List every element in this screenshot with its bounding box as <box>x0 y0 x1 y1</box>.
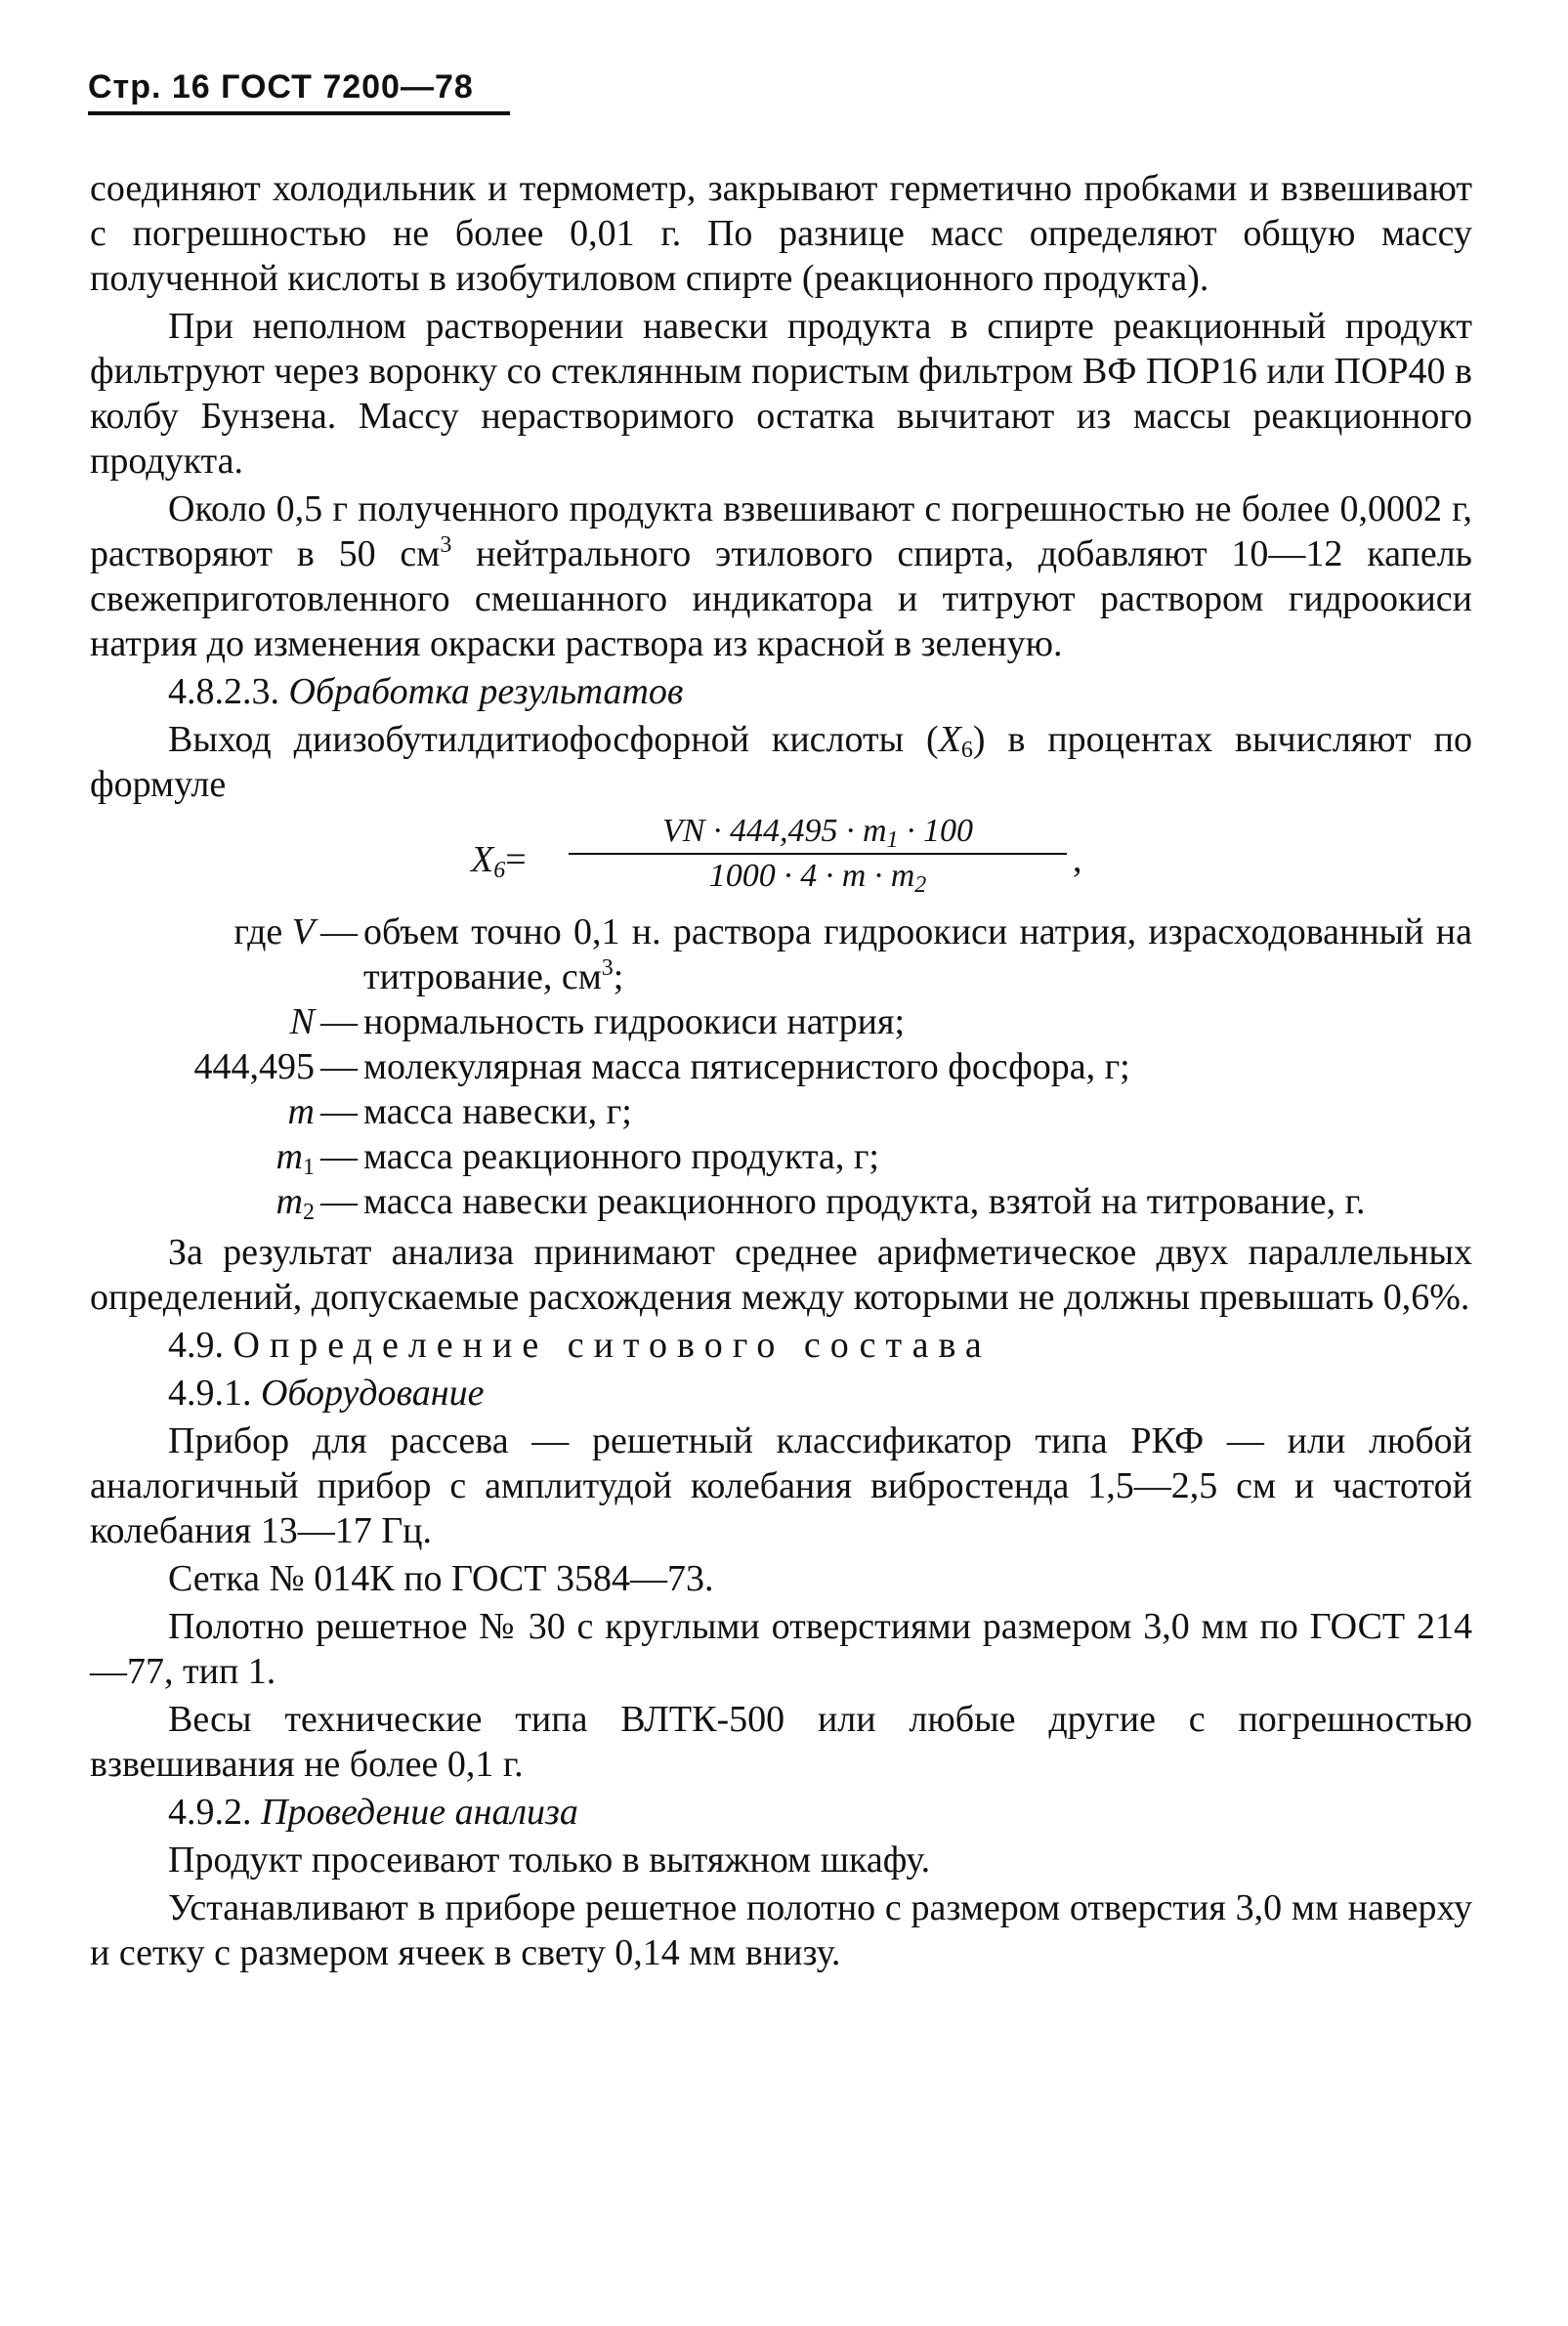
heading-title: Определение ситового состава <box>233 1325 992 1366</box>
legend-key <box>90 999 315 1044</box>
legend-symbol-sub: 2 <box>303 1200 315 1225</box>
legend-where: где <box>233 911 292 952</box>
legend-symbol: m <box>275 1136 303 1177</box>
paragraph-filtering: При неполном растворении навески продукта в спирте реакционный продукт фильтруют через воронку со стеклянным пористым фильтром ВФ ПОР16 или ПОР40 в колбу Бунзена. Массу нерастворимого остатка вычитают из массы реакционного продукта. <box>90 306 1472 482</box>
formula-var: X <box>471 839 494 880</box>
legend-tail: ; <box>613 956 624 997</box>
formula-denominator <box>569 855 1067 898</box>
text-run: Около 0,5 г полученного продукта взвешивают с погрешностью не более 0,0002 г, растворяют в 50 см <box>90 488 1472 574</box>
legend-key <box>90 1179 315 1224</box>
formula-var-sub: 6 <box>493 858 506 883</box>
formula-fraction <box>569 810 1067 898</box>
legend-dash: — <box>320 1181 358 1222</box>
legend-row <box>90 1089 1472 1134</box>
legend-desc: масса навески реакционного продукта, взятой на титрование, г. <box>363 1181 1366 1222</box>
denominator-sub: 2 <box>914 872 927 898</box>
legend-dash: — <box>320 1091 358 1132</box>
legend-symbol: m <box>287 1091 315 1132</box>
legend-key: 444,495 <box>193 1046 315 1087</box>
legend-row <box>90 1134 1472 1179</box>
header-rule <box>88 111 510 115</box>
legend-key <box>90 909 315 999</box>
heading-4-9-2 <box>90 1790 1472 1835</box>
heading-number: 4.9.1. <box>168 1373 252 1414</box>
legend-row <box>90 909 1472 999</box>
legend-desc: масса навески, г; <box>363 1091 632 1132</box>
heading-number: 4.9.2. <box>168 1792 252 1833</box>
heading-4-9 <box>90 1323 1472 1368</box>
formula-equals: = <box>505 839 527 880</box>
formula-x6 <box>90 810 1472 904</box>
numerator-tail: · 100 <box>898 813 973 849</box>
paragraph-yield <box>90 717 1472 807</box>
legend-desc: масса реакционного продукта, г; <box>363 1136 879 1177</box>
legend-symbol-sub: 1 <box>303 1155 315 1180</box>
legend-dash: — <box>320 911 358 952</box>
legend-row <box>90 1179 1472 1224</box>
formula-lhs <box>471 837 527 882</box>
text-run: нейтрального этилового спирта, добавляют 10—12 капель свежеприготовленного смешанного индикатора и титруют раствором гидроокиси натрия до изменения окраски раствора из красной в зеленую. <box>90 533 1473 664</box>
legend-desc: нормальность гидроокиси натрия; <box>363 1001 906 1042</box>
legend-dash: — <box>320 1136 358 1177</box>
paragraph-continuation: соединяют холодильник и термометр, закрывают герметично пробками и взвешивают с погрешностью не более 0,01 г. По разнице масс определяют общую массу полученной кислоты в изобутиловом спирте (реакционного продукта). <box>90 168 1472 299</box>
formula-comma: , <box>1073 839 1082 880</box>
paragraph-sifting: Продукт просеивают только в вытяжном шкафу. <box>168 1840 931 1881</box>
legend-dash: — <box>320 1046 358 1087</box>
heading-title: Проведение анализа <box>261 1792 578 1833</box>
numerator-text: VN · 444,495 · m <box>662 813 887 849</box>
variable-x: X <box>938 719 961 760</box>
legend-symbol: m <box>275 1181 303 1222</box>
paragraph-result: За результат анализа принимают среднее арифметическое двух параллельных определений, допускаемые расхождения между которыми не должны превышать 0,6%. <box>90 1232 1472 1318</box>
paragraph-scales: Весы технические типа ВЛТК-500 или любые другие с погрешностью взвешивания не более 0,1 г. <box>90 1699 1472 1785</box>
paragraph-titration <box>90 486 1472 666</box>
legend-desc: объем точно 0,1 н. раствора гидроокиси натрия, израсходованный на титрование, см <box>363 911 1472 997</box>
text-run: ) в процентах вычисляют по формуле <box>90 719 1473 805</box>
heading-title: Обработка результатов <box>288 671 684 712</box>
running-head: Стр. 16 ГОСТ 7200—78 <box>88 68 474 106</box>
legend-key <box>90 1134 315 1179</box>
heading-number: 4.8.2.3. <box>168 671 279 712</box>
heading-4-9-1 <box>90 1371 1472 1416</box>
legend-symbol: V <box>291 911 315 952</box>
paragraph-device: Прибор для рассева — решетный классификатор типа РКФ — или любой аналогичный прибор с амплитудой колебания вибростенда 1,5—2,5 см и частотой колебания 13—17 Гц. <box>90 1420 1472 1551</box>
numerator-sub: 1 <box>886 827 899 853</box>
formula-legend <box>90 909 1472 1224</box>
legend-row <box>90 1044 1472 1089</box>
heading-4-8-2-3 <box>90 669 1472 714</box>
legend-row <box>90 999 1472 1044</box>
formula-numerator <box>569 810 1067 853</box>
legend-symbol: N <box>289 1001 315 1042</box>
page-body <box>90 166 1472 1978</box>
denominator-text: 1000 · 4 · m · m <box>708 858 915 894</box>
subscript: 6 <box>960 738 973 763</box>
text-run: Выход диизобутилдитиофосфорной кислоты ( <box>168 719 939 760</box>
superscript: 3 <box>440 532 452 558</box>
paragraph-setup: Устанавливают в приборе решетное полотно с размером отверстия 3,0 мм наверху и сетку с размером ячеек в свету 0,14 мм внизу. <box>90 1887 1472 1973</box>
legend-dash: — <box>320 1001 358 1042</box>
legend-sup: 3 <box>601 955 614 981</box>
heading-number: 4.9. <box>168 1325 224 1366</box>
legend-text <box>363 909 1472 999</box>
paragraph-sieve: Полотно решетное № 30 с круглыми отверстиями размером 3,0 мм по ГОСТ 214—77, тип 1. <box>90 1606 1472 1692</box>
legend-desc: молекулярная масса пятисернистого фосфора, г; <box>363 1046 1130 1087</box>
paragraph-mesh: Сетка № 014К по ГОСТ 3584—73. <box>168 1558 714 1599</box>
heading-title: Оборудование <box>261 1373 485 1414</box>
legend-key <box>90 1089 315 1134</box>
